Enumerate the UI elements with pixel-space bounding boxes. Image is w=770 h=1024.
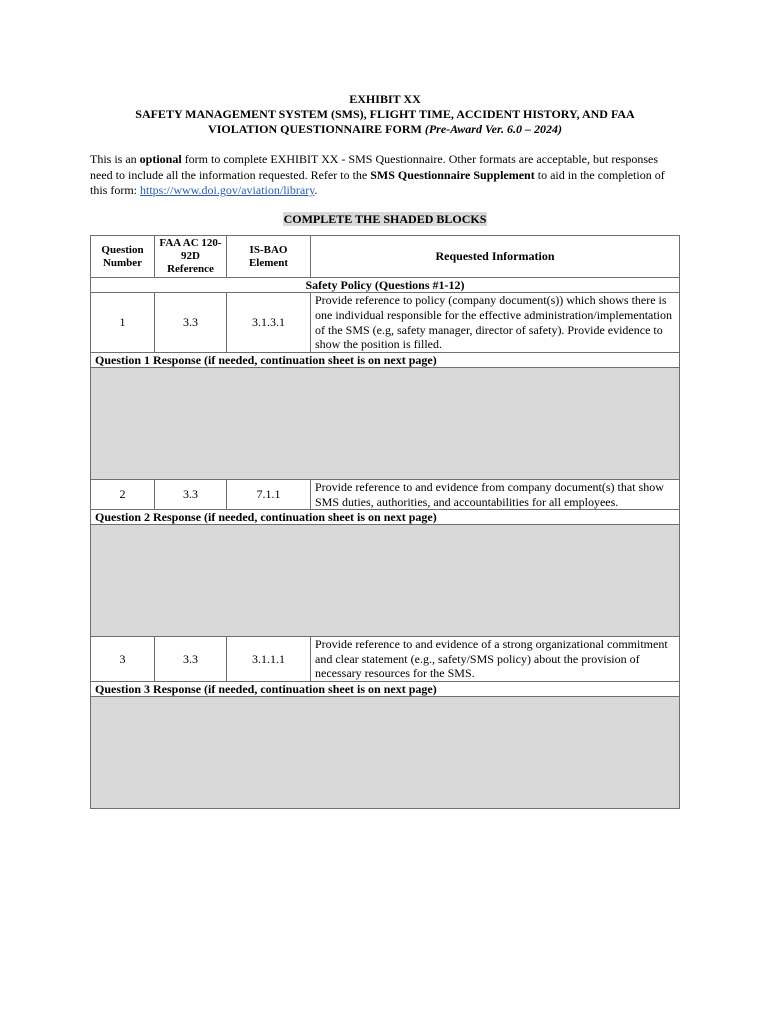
table-header-row (91, 236, 680, 278)
response-label-row-1 (91, 353, 680, 368)
intro-paragraph (90, 152, 680, 199)
response-label: Question 1 Response (if needed, continuation sheet is on next page) (91, 353, 680, 368)
isbao-element: 3.1.3.1 (227, 293, 311, 353)
faa-reference: 3.3 (155, 480, 227, 510)
form-title-line-1: SAFETY MANAGEMENT SYSTEM (SMS), FLIGHT TIME, ACCIDENT HISTORY, AND FAA (135, 107, 635, 121)
form-title-line-2 (90, 122, 680, 137)
shaded-blocks-heading (90, 212, 680, 227)
section-title: Safety Policy (Questions #1-12) (91, 278, 680, 293)
response-label-row-3 (91, 682, 680, 697)
faa-reference: 3.3 (155, 293, 227, 353)
requested-information: Provide reference to policy (company document(s)) which shows there is one individual responsible for the effective administration/implementation of the SMS (e.g, safety manager, director of safety). Provide evidence to show the position is filled. (311, 293, 680, 353)
requested-information: Provide reference to and evidence from company document(s) that show SMS duties, authorities, and accountabilities for all employees. (311, 480, 680, 510)
isbao-element: 7.1.1 (227, 480, 311, 510)
section-row (91, 278, 680, 293)
response-label: Question 2 Response (if needed, continuation sheet is on next page) (91, 510, 680, 525)
header-requested-info: Requested Information (311, 236, 680, 278)
intro-text-4: . (314, 183, 318, 197)
response-label-row-2 (91, 510, 680, 525)
supplement-name: SMS Questionnaire Supplement (370, 167, 535, 182)
version-label: (Pre-Award Ver. 6.0 – 2024) (424, 122, 562, 136)
requested-information: Provide reference to and evidence of a strong organizational commitment and clear statement (e.g., safety/SMS policy) about the provision of necessary resources for the SMS. (311, 637, 680, 682)
response-input-area-1[interactable] (91, 368, 680, 480)
question-row-2 (91, 480, 680, 510)
questionnaire-table (90, 235, 680, 809)
library-link[interactable]: https://www.doi.gov/aviation/library (140, 183, 315, 197)
question-row-3 (91, 637, 680, 682)
intro-text-2: form to complete EXHIBIT XX - SMS Questionnaire. Other formats are acceptable, but responses need to include all the information requested. Refer to the (90, 152, 659, 182)
response-label: Question 3 Response (if needed, continuation sheet is on next page) (91, 682, 680, 697)
header-faa-ac: FAA AC 120-92D Reference (155, 236, 227, 278)
header-is-bao: IS-BAO Element (227, 236, 311, 278)
question-number: 1 (91, 293, 155, 353)
faa-reference: 3.3 (155, 637, 227, 682)
intro-optional: optional (139, 152, 182, 166)
question-number: 2 (91, 480, 155, 510)
document-header (90, 92, 680, 137)
response-input-area-2[interactable] (91, 525, 680, 637)
question-row-1 (91, 293, 680, 353)
response-row-2 (91, 525, 680, 637)
response-row-3 (91, 697, 680, 809)
isbao-element: 3.1.1.1 (227, 637, 311, 682)
response-input-area-3[interactable] (91, 697, 680, 809)
form-title-text: VIOLATION QUESTIONNAIRE FORM (208, 122, 422, 136)
question-number: 3 (91, 637, 155, 682)
intro-text-3: to aid in the completion of this form: (90, 167, 665, 197)
header-question-number: Question Number (91, 236, 155, 278)
shaded-blocks-text: COMPLETE THE SHADED BLOCKS (283, 212, 487, 226)
exhibit-title: EXHIBIT XX (349, 92, 421, 106)
response-row-1 (91, 368, 680, 480)
intro-text-1: This is an (90, 152, 140, 166)
